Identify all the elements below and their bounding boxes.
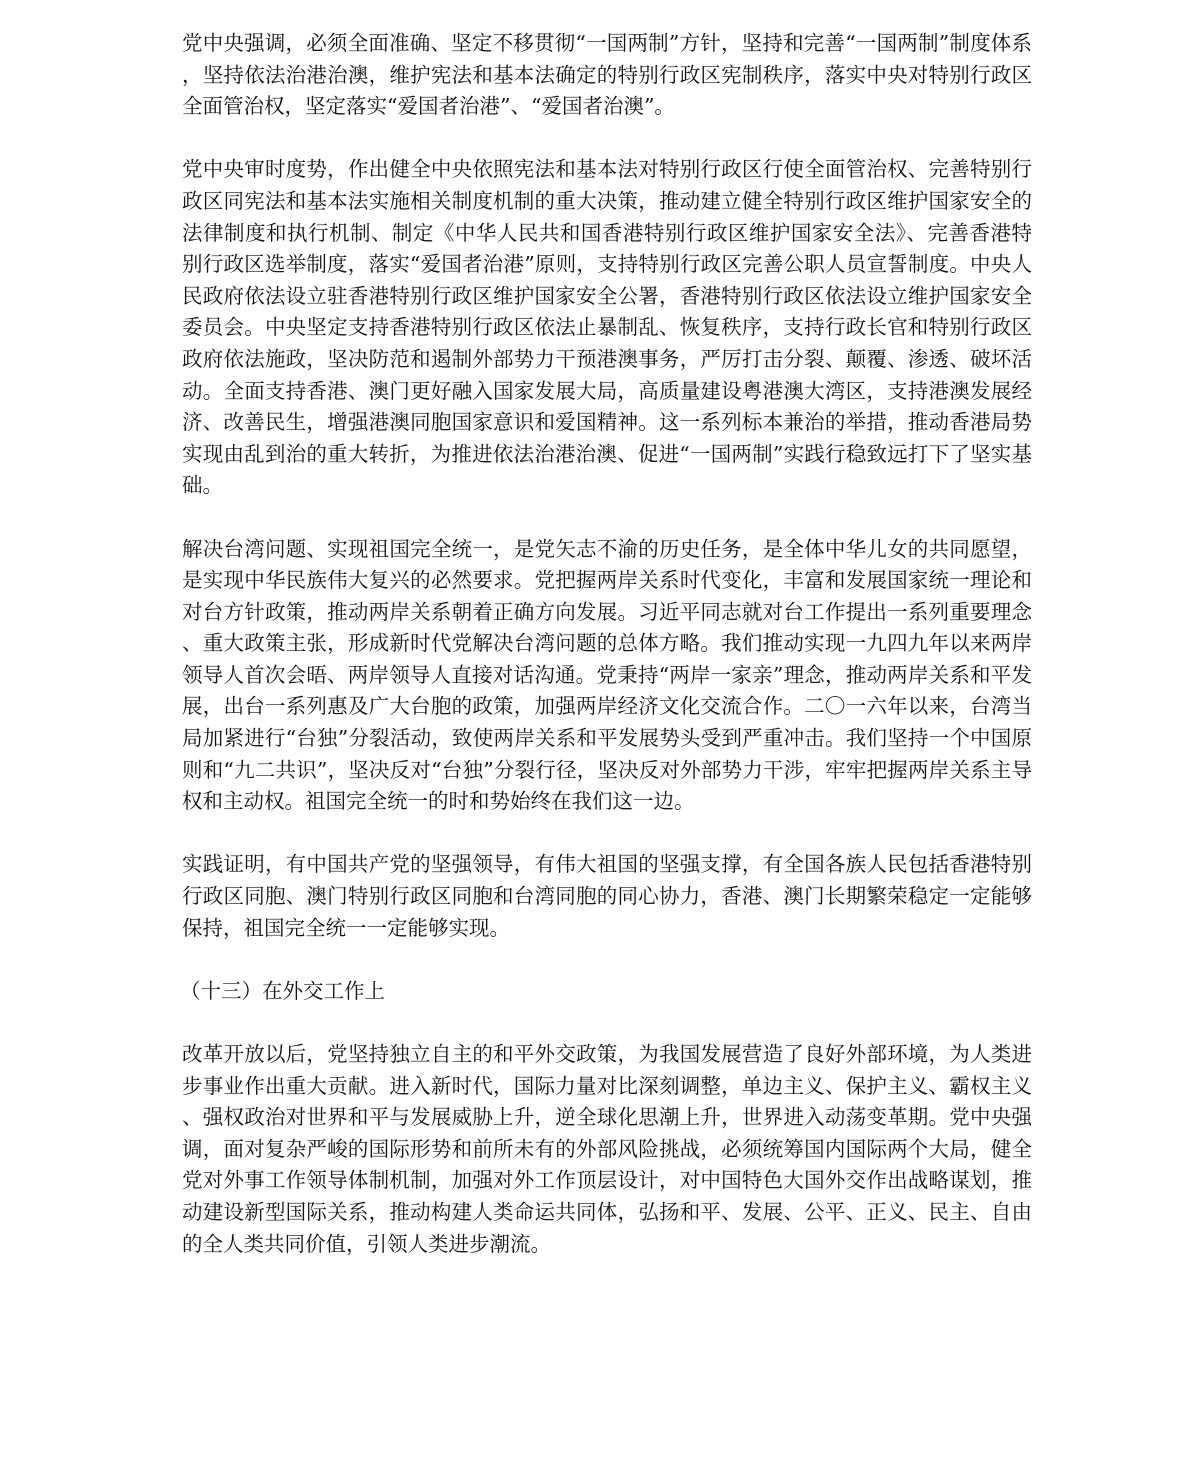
document-page: [182, 28, 1032, 1292]
paragraph-hong-kong-governance: 党中央审时度势，作出健全中央依照宪法和基本法对特别行政区行使全面管治权、完善特别行政区同宪法和基本法实施相关制度机制的重大决策，推动建立健全特别行政区维护国家安全的法律制度和执行机制、制定《中华人民共和国香港特别行政区维护国家安全法》、完善香港特别行政区选举制度，落实“爱国者治港”原则，支持特别行政区完善公职人员宣誓制度。中央人民政府依法设立驻香港特别行政区维护国家安全公署，香港特别行政区依法设立维护国家安全委员会。中央坚定支持香港特别行政区依法止暴制乱、恢复秩序，支持行政长官和特别行政区政府依法施政，坚决防范和遏制外部势力干预港澳事务，严厉打击分裂、颠覆、渗透、破坏活动。全面支持香港、澳门更好融入国家发展大局，高质量建设粤港澳大湾区，支持港澳发展经济、改善民生，增强港澳同胞国家意识和爱国精神。这一系列标本兼治的举措，推动香港局势实现由乱到治的重大转折，为推进依法治港治澳、促进“一国两制”实践行稳致远打下了坚实基础。: [182, 157, 1032, 498]
paragraph-practice-proves: 实践证明，有中国共产党的坚强领导，有伟大祖国的坚强支撑，有全国各族人民包括香港特别行政区同胞、澳门特别行政区同胞和台湾同胞的同心协力，香港、澳门长期繁荣稳定一定能够保持，祖国完全统一一定能够实现。: [182, 852, 1032, 940]
paragraph-foreign-affairs: 改革开放以后，党坚持独立自主的和平外交政策，为我国发展营造了良好外部环境，为人类进步事业作出重大贡献。进入新时代，国际力量对比深刻调整，单边主义、保护主义、霸权主义、强权政治对世界和平与发展威胁上升，逆全球化思潮上升，世界进入动荡变革期。党中央强调，面对复杂严峻的国际形势和前所未有的外部风险挑战，必须统筹国内国际两个大局，健全党对外事工作领导体制机制，加强对外工作顶层设计，对中国特色大国外交作出战略谋划，推动建设新型国际关系，推动构建人类命运共同体，弘扬和平、发展、公平、正义、民主、自由的全人类共同价值，引领人类进步潮流。: [182, 1042, 1032, 1256]
paragraph-taiwan-question: 解决台湾问题、实现祖国完全统一，是党矢志不渝的历史任务，是全体中华儿女的共同愿望，是实现中华民族伟大复兴的必然要求。党把握两岸关系时代变化，丰富和发展国家统一理论和对台方针政策，推动两岸关系朝着正确方向发展。习近平同志就对台工作提出一系列重要理念、重大政策主张，形成新时代党解决台湾问题的总体方略。我们推动实现一九四九年以来两岸领导人首次会晤、两岸领导人直接对话沟通。党秉持“两岸一家亲”理念，推动两岸关系和平发展，出台一系列惠及广大台胞的政策，加强两岸经济文化交流合作。二〇一六年以来，台湾当局加紧进行“台独”分裂活动，致使两岸关系和平发展势头受到严重冲击。我们坚持一个中国原则和“九二共识”，坚决反对“台独”分裂行径，坚决反对外部势力干涉，牢牢把握两岸关系主导权和主动权。祖国完全统一的时和势始终在我们这一边。: [182, 536, 1032, 814]
paragraph-one-country-two-systems: 党中央强调，必须全面准确、坚定不移贯彻“一国两制”方针，坚持和完善“一国两制”制度体系，坚持依法治港治澳，维护宪法和基本法确定的特别行政区宪制秩序，落实中央对特别行政区全面管治权，坚定落实“爱国者治港”、“爱国者治澳”。: [182, 31, 1032, 119]
section-heading-diplomacy: （十三）在外交工作上: [180, 978, 385, 1003]
